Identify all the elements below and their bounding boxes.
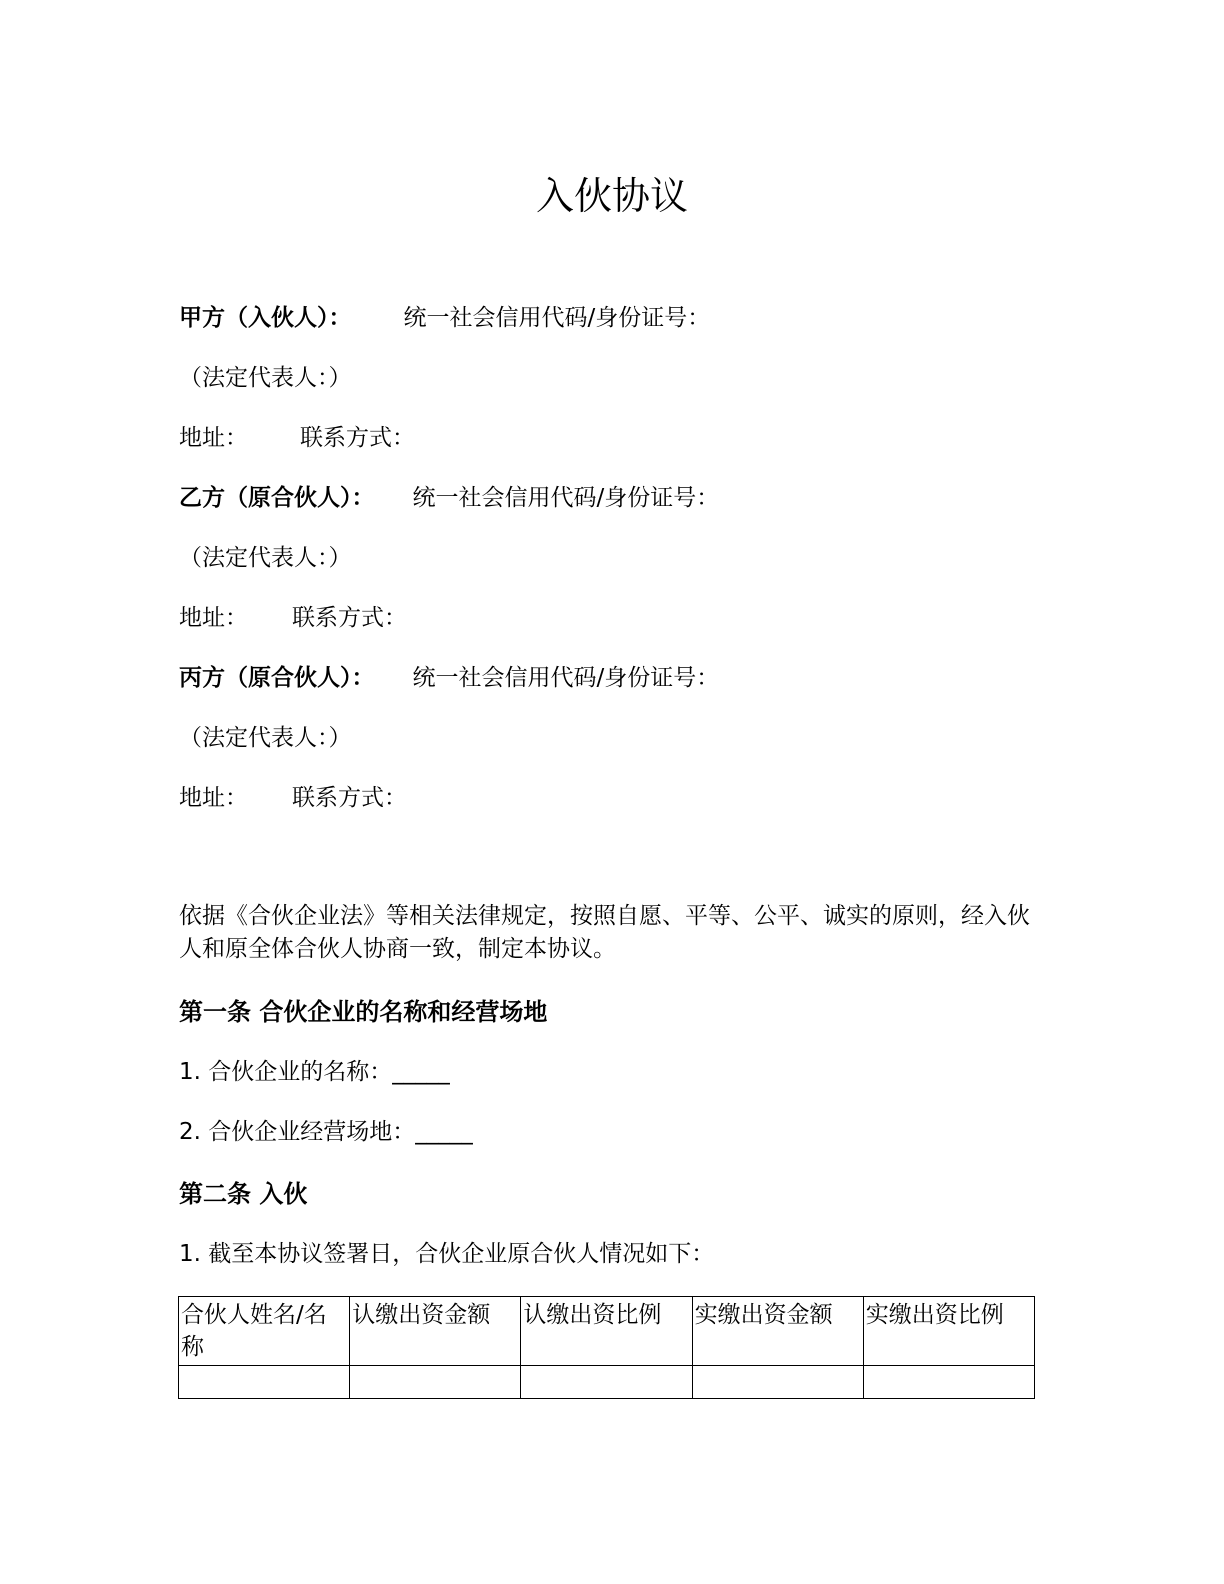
party-b-contact-label: 联系方式：: [292, 605, 407, 631]
party-b-id-label: 统一社会信用代码/身份证号：: [412, 485, 720, 511]
party-c-row: [179, 662, 719, 694]
article-2-heading: 第二条 入伙: [179, 1180, 308, 1208]
party-a-address-row: [179, 422, 415, 454]
article-1-item-1: 1. 合伙企业的名称：_____: [179, 1059, 450, 1085]
preamble-paragraph: 依据《合伙企业法》等相关法律规定，按照自愿、平等、公平、诚实的原则，经入伙人和原全体合伙人协商一致，制定本协议。: [179, 903, 1030, 962]
table-cell: [692, 1366, 863, 1399]
party-c-rep: （法定代表人：）: [179, 725, 352, 751]
party-b-address-label: 地址：: [179, 605, 248, 631]
table-cell: [521, 1366, 692, 1399]
article-1-item-2: 2. 合伙企业经营场地：_____: [179, 1119, 473, 1145]
party-c-id-label: 统一社会信用代码/身份证号：: [412, 665, 720, 691]
table-row: [179, 1366, 1035, 1399]
party-c-contact-label: 联系方式：: [292, 785, 407, 811]
party-a-address-label: 地址：: [179, 425, 248, 451]
party-a-rep: （法定代表人：）: [179, 365, 352, 391]
party-b-rep: （法定代表人：）: [179, 545, 352, 571]
party-c-label: 丙方（原合伙人）：: [179, 665, 375, 691]
party-a-row: [179, 302, 710, 334]
article-2-item-1: 1. 截至本协议签署日，合伙企业原合伙人情况如下：: [179, 1241, 715, 1267]
header-paid-ratio: 实缴出资比例: [863, 1297, 1034, 1366]
party-b-label: 乙方（原合伙人）：: [179, 485, 375, 511]
table-cell: [179, 1366, 350, 1399]
header-subscribed-amount: 认缴出资金额: [350, 1297, 521, 1366]
document-title: 入伙协议: [535, 174, 688, 218]
header-subscribed-ratio: 认缴出资比例: [521, 1297, 692, 1366]
table-cell: [863, 1366, 1034, 1399]
party-b-row: [179, 482, 719, 514]
header-paid-amount: 实缴出资金额: [692, 1297, 863, 1366]
header-partner-name: 合伙人姓名/名称: [179, 1297, 350, 1366]
party-b-address-row: [179, 602, 407, 634]
table-header-row: [179, 1297, 1035, 1366]
party-a-id-label: 统一社会信用代码/身份证号：: [403, 305, 711, 331]
table-cell: [350, 1366, 521, 1399]
party-c-address-row: [179, 782, 407, 814]
original-partners-table: [178, 1296, 1035, 1399]
party-a-label: 甲方（入伙人）：: [179, 305, 352, 331]
party-c-address-label: 地址：: [179, 785, 248, 811]
article-1-heading: 第一条 合伙企业的名称和经营场地: [179, 998, 548, 1026]
party-a-contact-label: 联系方式：: [300, 425, 415, 451]
